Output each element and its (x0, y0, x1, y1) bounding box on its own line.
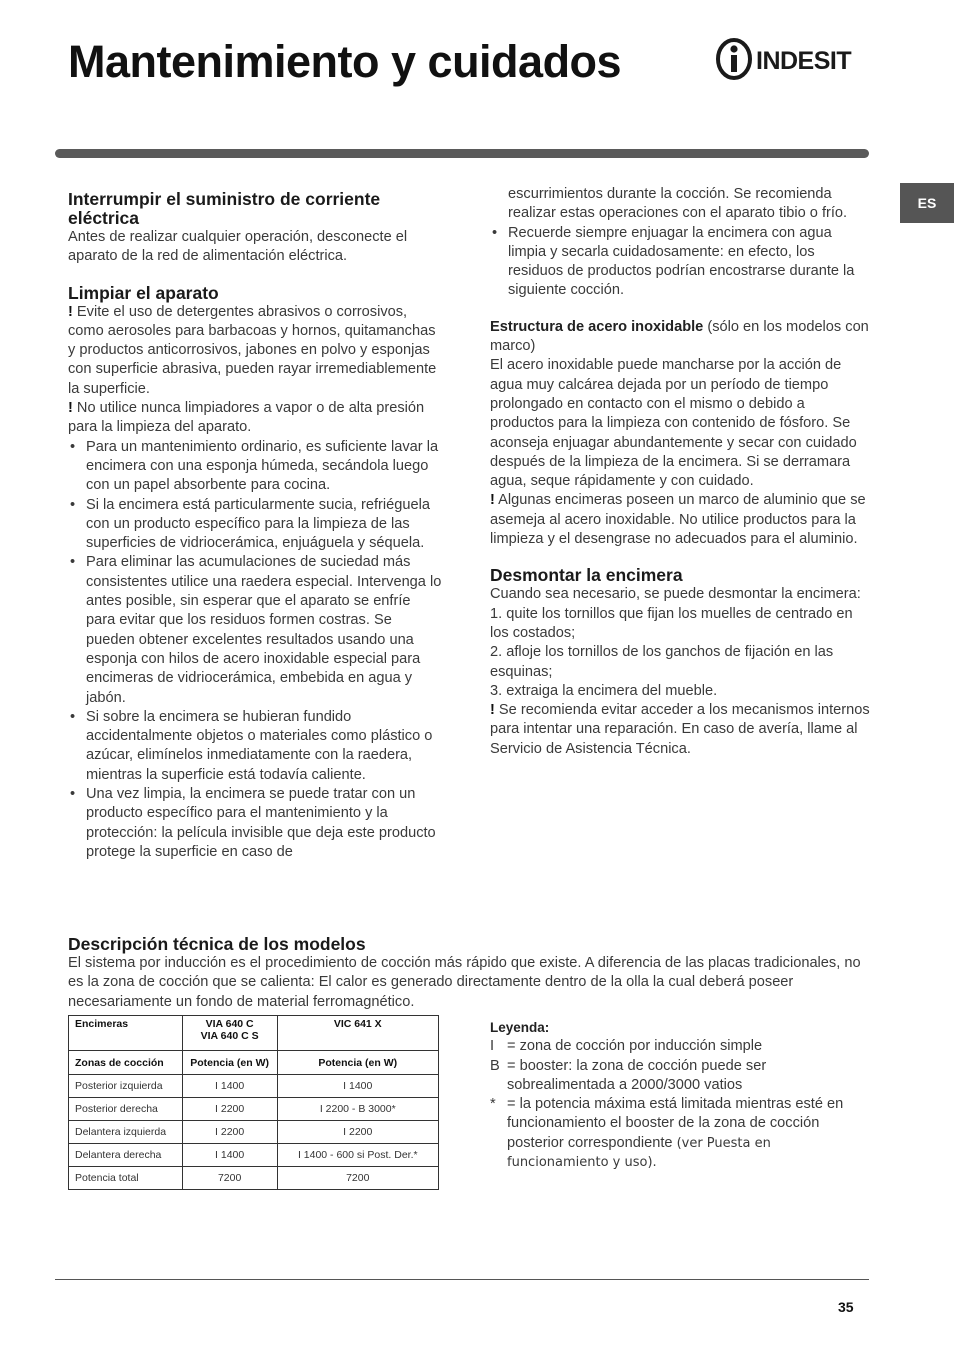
page-title: Mantenimiento y cuidados (68, 36, 622, 87)
legend-reference: (ver Puesta en funcionamiento y uso). (507, 1135, 771, 1171)
legend-item (490, 1095, 860, 1172)
list-item: • Recuerde siempre enjuagar la encimera con agua limpia y secarla cuidadosamente: en efecto, los residuos de productos podrían encostrarse durante la siguiente cocción. (490, 224, 870, 301)
left-column (68, 190, 443, 862)
right-column (490, 185, 870, 759)
list-item: • Una vez limpia, la encimera se puede tratar con un producto específico para el mantenimiento y la protección: la película invisible que deja este producto protege la superficie en caso de (68, 785, 443, 862)
table-cell: I 1400 - 600 si Post. Der.* (277, 1144, 438, 1167)
table-header-cell: Zonas de cocción (69, 1051, 183, 1075)
table-cell: Posterior derecha (69, 1098, 183, 1121)
warning-aluminium (490, 491, 870, 549)
table-cell: Delantera izquierda (69, 1121, 183, 1144)
legend-symbol: B (490, 1057, 500, 1074)
list-item: • Si la encimera está particularmente sucia, refriéguela con un producto específico para la limpieza de las superficies de vidriocerámica, enjuáguela y séquela. (68, 496, 443, 554)
legend-symbol: I (490, 1038, 495, 1055)
warning-repair (490, 701, 870, 759)
legend-text (507, 1095, 860, 1172)
list-item: • Para eliminar las acumulaciones de suciedad más consistentes utilice una raedera especial. Intervenga lo antes posible, sin esperar que el aparato se enfríe para evitar que los residuos formen costras. Se pueden obtener excelentes resultados usando una esponja con hilos de acero inoxidable especial para encimeras de vidriocerámica, embebida en agua y jabón. (68, 553, 443, 707)
list-item: • Si sobre la encimera se hubieran fundido accidentalmente objetos o materiales como plástico o azúcar, elimínelos inmediatamente con la raedera, mientras la superficie está todavía caliente. (68, 708, 443, 785)
table-header-cell: VIC 641 X (277, 1016, 438, 1051)
indesit-logo (714, 36, 872, 82)
language-tab: ES (900, 183, 954, 223)
disassemble-step: 3. extraiga la encimera del mueble. (490, 682, 718, 699)
footer-divider (55, 1279, 869, 1280)
table-row (69, 1144, 439, 1167)
list-item: • Para un mantenimiento ordinario, es suficiente lavar la encimera con una esponja húmeda, secándola luego con un papel absorbente para cocina. (68, 438, 443, 496)
legend-text: = booster: la zona de cocción puede ser sobrealimentada a 2000/3000 vatios (507, 1057, 767, 1093)
legend-symbol: * (490, 1096, 496, 1113)
cleaning-list (68, 438, 443, 863)
warning-steam (68, 399, 443, 438)
legend (490, 1018, 860, 1172)
header-divider (55, 149, 869, 158)
table-cell: I 2200 (277, 1121, 438, 1144)
table-row (69, 1075, 439, 1098)
table-header-cell (182, 1016, 277, 1051)
table-cell: Posterior izquierda (69, 1075, 183, 1098)
section-title-disassemble: Desmontar la encimera (490, 565, 683, 586)
spec-table (68, 1015, 439, 1190)
model-name: VIA 640 C (205, 1018, 254, 1030)
stainless-note: (sólo en los modelos con marco) (490, 318, 869, 355)
section-title-cleaning: Limpiar el aparato (68, 282, 219, 303)
disassemble-intro: Cuando sea necesario, se puede desmontar la encimera: (490, 586, 861, 603)
models-section (68, 935, 868, 1012)
table-cell: 7200 (182, 1167, 277, 1190)
table-cell: 7200 (277, 1167, 438, 1190)
table-header-row (69, 1016, 439, 1051)
warning-text: Evite el uso de detergentes abrasivos o corrosivos, como aerosoles para barbacoas y hornos, quitamanchas y productos anticorrosivos, jabones en polvo y esponjas con superficie abrasiva, pueden rayar irremediablemente la superficie. (68, 303, 437, 397)
table-cell: I 1400 (182, 1144, 277, 1167)
legend-text: = zona de cocción por inducción simple (507, 1038, 763, 1055)
warning-text: Se recomienda evitar acceder a los mecanismos internos para intentar una reparación. En caso de avería, llame al Servicio de Asistencia Técnica. (490, 702, 870, 757)
table-subheader-row (69, 1051, 439, 1075)
legend-item (490, 1037, 860, 1056)
warning-abrasives (68, 303, 443, 399)
disassemble-step: 2. afloje los tornillos de los ganchos de fijación en las esquinas; (490, 644, 834, 680)
legend-title: Leyenda: (490, 1020, 550, 1035)
stainless-body: El acero inoxidable puede mancharse por la acción de agua muy calcárea dejada por un período de tiempo prolongado en contacto con el mismo o debido a productos para la limpieza con contenido de fósforo. Se aconseja enjuagar abundantemente y secar con cuidado después de la limpieza de la encimera. Si se derramara agua, seque rápidamente y con cuidado. (490, 357, 857, 490)
table-cell: I 2200 (182, 1098, 277, 1121)
legend-item (490, 1057, 860, 1096)
disassemble-step: 1. quite los tornillos que fijan los muelles de centrado en los costados; (490, 605, 853, 641)
table-header-cell: Potencia (en W) (182, 1051, 277, 1075)
page-number: 35 (838, 1299, 854, 1315)
section-title-models: Descripción técnica de los modelos (68, 934, 366, 954)
warning-icon: ! (490, 702, 495, 719)
warning-icon: ! (490, 492, 495, 509)
stainless-section (490, 318, 870, 357)
table-header-cell: Potencia (en W) (277, 1051, 438, 1075)
model-name: VIA 640 C S (200, 1030, 259, 1042)
section-title-power: Interrumpir el suministro de corriente eléctrica (68, 189, 381, 228)
warning-icon: ! (68, 303, 73, 320)
table-row (69, 1098, 439, 1121)
table-row (69, 1167, 439, 1190)
models-body: El sistema por inducción es el procedimiento de cocción más rápido que existe. A diferencia de las placas tradicionales, no es la zona de cocción que se calienta: El calor es generado directamente dentro de la olla la cual deberá poseer necesariamente un fondo de material ferromagnético. (68, 955, 861, 1010)
legend-text-main: = la potencia máxima está limitada mientras esté en funcionamiento el booster de la zona de cocción posterior correspondiente (507, 1096, 844, 1151)
table-cell: Potencia total (69, 1167, 183, 1190)
list-item-continued: escurrimientos durante la cocción. Se recomienda realizar estas operaciones con el aparato tibio o frío. (508, 186, 848, 222)
brand-wordmark: INDESIT (756, 47, 852, 75)
table-cell: I 2200 (182, 1121, 277, 1144)
table-cell: I 2200 - B 3000* (277, 1098, 438, 1121)
table-header-cell: Encimeras (69, 1016, 183, 1051)
table-cell: I 1400 (182, 1075, 277, 1098)
warning-text: No utilice nunca limpiadores a vapor o de alta presión para la limpieza del aparato. (68, 400, 425, 436)
table-cell: I 1400 (277, 1075, 438, 1098)
cleaning-list-continued (490, 224, 870, 301)
section-body-power: Antes de realizar cualquier operación, desconecte el aparato de la red de alimentación eléctrica. (68, 229, 408, 265)
warning-text: Algunas encimeras poseen un marco de aluminio que se asemeja al acero inoxidable. No utilice productos para la limpieza y el desengrase no adecuados para el aluminio. (490, 492, 866, 548)
table-row (69, 1121, 439, 1144)
table-cell: Delantera derecha (69, 1144, 183, 1167)
stainless-title: Estructura de acero inoxidable (490, 318, 704, 335)
warning-icon: ! (68, 400, 73, 417)
